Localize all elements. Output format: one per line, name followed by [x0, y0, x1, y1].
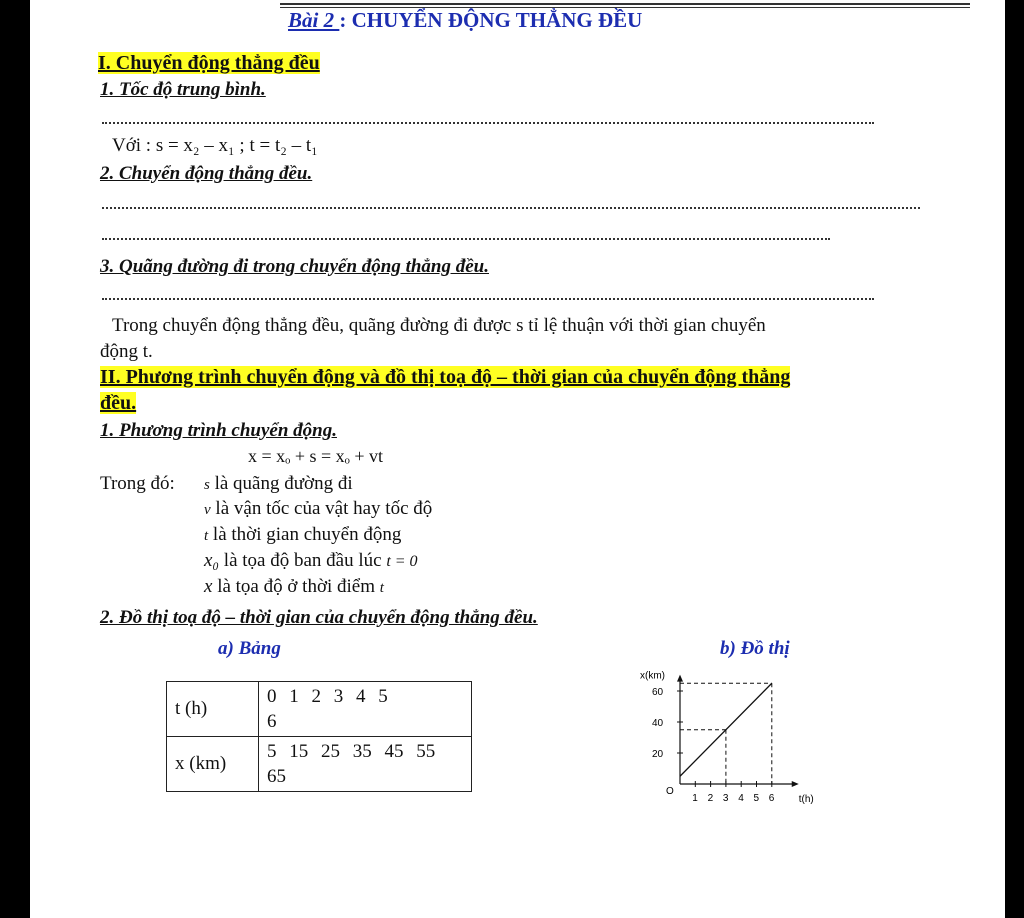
x-axis-arrow	[792, 781, 799, 787]
paragraph-line-2: động t.	[100, 341, 153, 362]
table-row	[167, 682, 472, 737]
table-header-cell: t (h)	[167, 682, 259, 737]
section-2-heading-line-2: đều.	[100, 392, 137, 414]
x-tick-label: 4	[738, 793, 744, 804]
x-tick-label: 2	[707, 793, 714, 804]
table-value-cell: 5 15 25 35 45 55 65	[259, 737, 472, 792]
y-tick-label: 60	[652, 687, 664, 698]
definition-v: v là vận tốc của vật hay tốc độ	[204, 498, 433, 519]
definition-t: t là thời gian chuyển động	[204, 524, 402, 545]
table-value-cell: 0 1 2 3 4 5 6	[259, 682, 472, 737]
fill-in-line	[102, 298, 874, 300]
section-2-heading-line-1: II. Phương trình chuyển động và đồ thị toạ độ – thời gian của chuyển động thẳng	[100, 366, 791, 388]
series-line	[680, 683, 772, 776]
formula-note: Với : s = x₂ – x₁ ; t = t₂ – t₁	[112, 135, 318, 156]
fill-in-line	[102, 238, 830, 240]
y-tick-label: 40	[652, 718, 664, 729]
table-header-cell: x (km)	[167, 737, 259, 792]
document-page	[30, 0, 1005, 918]
label-table: a) Bảng	[218, 638, 281, 659]
x-tick-label: 1	[692, 793, 698, 804]
subsection-graph: 2. Đồ thị toạ độ – thời gian của chuyển động thẳng đều.	[100, 607, 538, 628]
subsection-average-speed: 1. Tốc độ trung bình.	[100, 79, 266, 100]
header-rule	[280, 3, 970, 5]
subsection-uniform-motion: 2. Chuyển động thẳng đều.	[100, 163, 313, 184]
origin-label: O	[666, 786, 674, 797]
x-axis-label: t(h)	[798, 794, 814, 805]
label-graph: b) Đồ thị	[720, 638, 790, 659]
subsection-distance: 3. Quãng đường đi trong chuyển động thẳng đều.	[100, 256, 489, 277]
x-tick-label: 6	[768, 793, 775, 804]
fill-in-line	[102, 207, 920, 209]
page-title	[288, 8, 642, 33]
paragraph-line-1: Trong chuyển động thẳng đều, quãng đường đi được s tỉ lệ thuận với thời gian chuyển	[112, 315, 766, 336]
subsection-equation: 1. Phương trình chuyển động.	[100, 420, 337, 441]
section-1-heading: I. Chuyển động thẳng đều	[98, 52, 320, 74]
motion-equation: x = xₒ + s = xₒ + vt	[248, 446, 383, 466]
lesson-number: Bài 2	[288, 8, 340, 32]
position-time-graph	[600, 666, 814, 811]
y-axis-arrow	[677, 675, 683, 682]
lesson-title: : CHUYỂN ĐỘNG THẲNG ĐỀU	[339, 8, 643, 32]
fill-in-line	[102, 122, 874, 124]
x-tick-label: 5	[753, 793, 760, 804]
x-tick-label: 3	[722, 793, 729, 804]
definition-x: x là tọa độ ở thời điểm t	[204, 576, 384, 597]
data-table	[166, 681, 472, 792]
y-axis-label: x(km)	[640, 670, 665, 682]
where-label: Trong đó:	[100, 473, 175, 494]
table-row	[167, 737, 472, 792]
definition-x0: x₀ là tọa độ ban đầu lúc t = 0	[204, 550, 418, 571]
y-tick-label: 20	[652, 749, 664, 760]
definition-s: s là quãng đường đi	[204, 473, 353, 494]
